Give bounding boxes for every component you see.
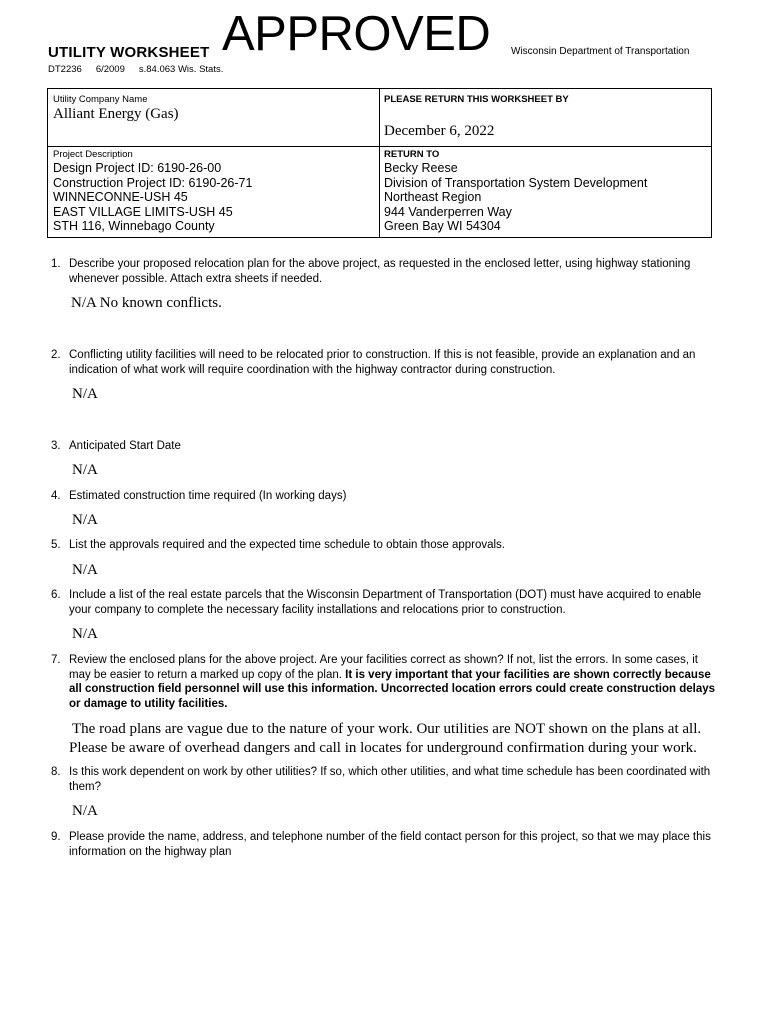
question-text: Please provide the name, address, and telephone number of the field contact person for this project, so that we may place this information on the highway plan bbox=[69, 831, 711, 858]
question-number: 9. bbox=[51, 831, 61, 843]
question-text: Estimated construction time required (In working days) bbox=[69, 490, 347, 502]
return-to-label: RETURN TO bbox=[384, 149, 440, 160]
return-by-label: PLEASE RETURN THIS WORKSHEET BY bbox=[384, 94, 569, 105]
question-number: 7. bbox=[51, 654, 61, 666]
approved-stamp: APPROVED bbox=[222, 7, 491, 61]
question-text: List the approvals required and the expected time schedule to obtain those approvals. bbox=[69, 539, 506, 551]
question-text: Describe your proposed relocation plan for the above project, as requested in the enclosed letter, using highway stationing whenever possible. Attach extra sheets if needed. bbox=[69, 258, 691, 285]
project-line: STH 116, Winnebago County bbox=[53, 219, 215, 234]
question-number: 6. bbox=[51, 589, 61, 601]
project-line: Design Project ID: 6190-26-00 bbox=[53, 161, 222, 175]
answer-4: N/A bbox=[72, 512, 98, 528]
question-text: Anticipated Start Date bbox=[69, 440, 181, 452]
question-number: 5. bbox=[51, 539, 61, 551]
project-description-label: Project Description bbox=[53, 149, 133, 160]
project-line: Construction Project ID: 6190-26-71 bbox=[53, 175, 253, 190]
return-by-date: December 6, 2022 bbox=[384, 123, 495, 139]
return-to-address bbox=[384, 161, 647, 234]
answer-7-line: Please be aware of overhead dangers and call in locates for underground confirmation during your work. bbox=[69, 740, 697, 756]
question-number: 1. bbox=[51, 258, 61, 270]
return-to-line: Green Bay WI 54304 bbox=[384, 219, 501, 234]
question-number: 2. bbox=[51, 349, 61, 361]
form-title: UTILITY WORKSHEET bbox=[48, 44, 210, 61]
form-number-line bbox=[48, 64, 237, 75]
company-value: Alliant Energy (Gas) bbox=[53, 106, 179, 122]
answer-8: N/A bbox=[72, 803, 98, 819]
form-statute: s.84.063 Wis. Stats. bbox=[138, 64, 224, 75]
return-to-line: Northeast Region bbox=[384, 190, 482, 205]
question-text: Is this work dependent on work by other utilities? If so, which other utilities, and what time schedule has been coordinated with them? bbox=[69, 766, 711, 793]
return-to-line: Becky Reese bbox=[384, 161, 458, 175]
project-line: WINNECONNE-USH 45 bbox=[53, 190, 188, 205]
question-number: 4. bbox=[51, 490, 61, 502]
info-box-horizontal-divider bbox=[47, 146, 712, 147]
project-description bbox=[53, 161, 252, 234]
answer-3: N/A bbox=[72, 462, 98, 478]
question-text: Include a list of the real estate parcels that the Wisconsin Department of Transportation (DOT) must have acquired to enable your company to complete the necessary facility installations and relocations prior to construction. bbox=[69, 589, 702, 616]
return-to-line: 944 Vanderperren Way bbox=[384, 204, 512, 219]
question-number: 3. bbox=[51, 440, 61, 452]
question-number: 8. bbox=[51, 766, 61, 778]
form-number: DT2236 bbox=[48, 64, 82, 75]
answer-7 bbox=[69, 720, 701, 758]
info-box-vertical-divider bbox=[379, 88, 380, 238]
answer-5: N/A bbox=[72, 562, 98, 578]
question-text: Conflicting utility facilities will need to be relocated prior to construction. If this is not feasible, provide an explanation and an indication of what work will require coordination with the highway contractor during construction. bbox=[69, 349, 696, 376]
answer-7-line: The road plans are vague due to the nature of your work. Our utilities are NOT shown on the plans at all. bbox=[72, 721, 702, 737]
question-text-emphasis: It is very important that your facilities are shown correctly because all construction field personnel will use this information. Uncorrected location errors could create construction delays or damage to utility facilities. bbox=[69, 668, 716, 710]
company-label: Utility Company Name bbox=[53, 94, 148, 105]
question-text-plain: Review the enclosed plans for the above project. Are your facilities correct as shown? If not, list the errors. In some cases, it may be easier to return a marked up copy of the plan. bbox=[69, 654, 698, 681]
return-to-line: Division of Transportation System Development bbox=[384, 175, 648, 190]
question-text bbox=[69, 653, 719, 711]
form-revision: 6/2009 bbox=[95, 64, 125, 75]
project-line: EAST VILLAGE LIMITS-USH 45 bbox=[53, 204, 233, 219]
answer-2: N/A bbox=[72, 386, 98, 402]
agency-name: Wisconsin Department of Transportation bbox=[511, 46, 690, 57]
answer-6: N/A bbox=[72, 626, 98, 642]
answer-1: N/A No known conflicts. bbox=[71, 295, 222, 311]
